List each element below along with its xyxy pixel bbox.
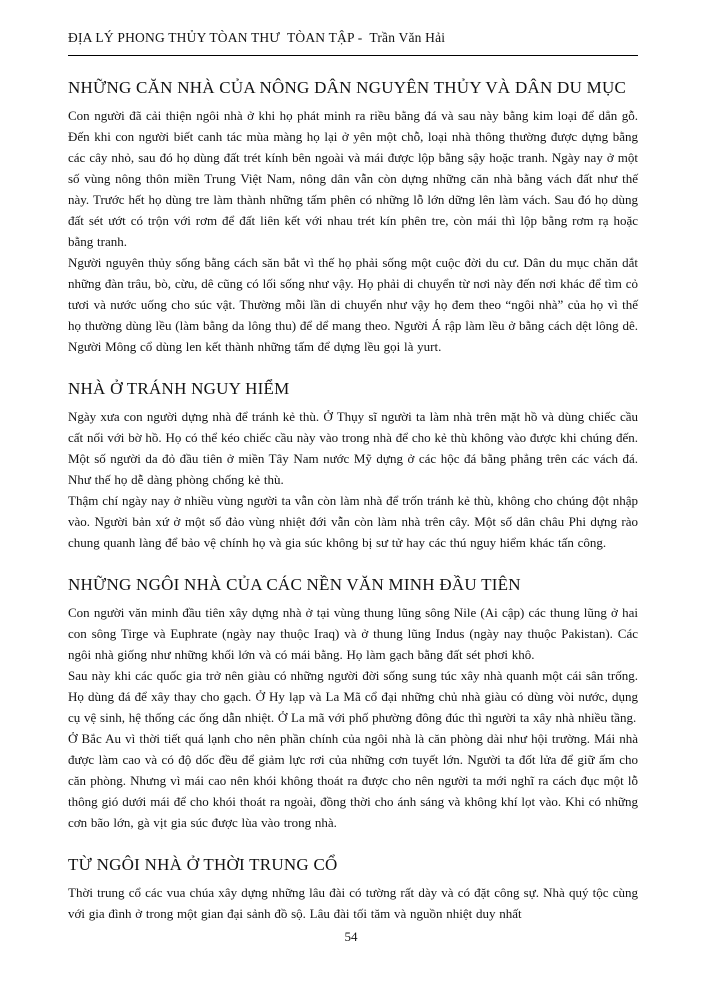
paragraph: Người nguyên thủy sống bằng cách săn bắt vì thế họ phải sống một cuộc đời du cư. Dân du mục chăn dắt những đàn trâu, bò, cừu, dê cũng có lối sống như vậy. Họ phải di chuyển từ nơi này đến nơi khác để tìm cỏ tươi và nước uống cho súc vật. Thường mỗi lần di chuyển như vậy họ đem theo “ngôi nhà” của họ vì thế họ thường dùng lều (làm bằng da lông thu) để dể mang theo. Người Á rập làm lều ở bằng cách dệt lông dê. Người Mông cổ dùng len kết thành những tấm để dựng lều gọi là yurt. <box>68 255 638 354</box>
paragraph: Ở Bắc Au vì thời tiết quá lạnh cho nên phần chính của ngôi nhà là căn phòng dài như hội trường. Mái nhà được làm cao và có độ dốc đều để giảm lực rơi của những cơn tuyết lớn. Người ta đốt lửa để giữ ấm cho căn phòng. Nhưng vì mái cao nên khói không thoát ra được cho nên người ta mới nghĩ ra cách đục một lỗ thông gió dưới mái để cho khói thoát ra ngoài, đồng thời cho ánh sáng và không khí lọt vào. Khi có những cơn bão lớn, gà vịt gia súc được lùa vào trong nhà. <box>68 731 638 830</box>
paragraph: Sau này khi các quốc gia trở nên giàu có những người đời sống sung túc xây nhà quanh một cái sân trống. Họ dùng đá để xây thay cho gạch. Ở Hy lạp và La Mã cổ đại những chủ nhà giàu có dùng vòi nước, dụng cụ vệ sinh, hệ thống các ống dẫn nhiệt. Ở La mã với phố phường đông đúc thì người ta xây nhà nhiều tầng. <box>68 668 638 725</box>
section-heading: NHỮNG NGÔI NHÀ CỦA CÁC NỀN VĂN MINH ĐẦU TIÊN <box>68 575 521 594</box>
page-content <box>68 30 638 924</box>
running-header: ĐỊA LÝ PHONG THỦY TÒAN THƯ TÒAN TẬP - Trần Văn Hải <box>68 30 446 45</box>
section-medieval-houses <box>68 854 638 924</box>
paragraph: Con người đã cải thiện ngôi nhà ở khi họ phát minh ra riều bằng đá và sau này bằng kim loại để dẳn gỗ. Đến khi con người biết canh tác mùa màng họ lại ở yên một chỗ, loại nhà thông thường được dựng bằng các cây nhỏ, sau đó họ dùng đất trét kính bên ngoài và mái được lộp bằng sậy hoặc tranh. Ngày nay ở một số vùng nông thôn miền Trung Việt Nam, nông dân vẫn còn dựng những căn nhà bằng vách đất như thế này. Trước hết họ dùng tre làm thành những tấm phên có những lỗ lớn dững lên làm vách. Sau đó họ dùng đất sét ướt có trộn với rơm để đất liên kết với nhau trét kín phên tre, còn mái thì lộp bằng rơm rạ hoặc bằng tranh. <box>68 108 638 249</box>
paragraph: Thậm chí ngày nay ở nhiều vùng người ta vẫn còn làm nhà để trốn tránh kẻ thù, không cho chúng đột nhập vào. Người bản xứ ở một số đảo vùng nhiệt đới vẫn còn làm nhà trên cây. Một số dân châu Phi dựng rào chung quanh làng để bảo vệ chính họ và gia súc không bị sư tử hay các thú nguy hiểm khác tấn công. <box>68 493 638 550</box>
section-danger-avoidance <box>68 378 638 553</box>
section-primitive-houses <box>68 77 638 357</box>
page-number: 54 <box>344 929 358 944</box>
paragraph: Con người văn minh đầu tiên xây dựng nhà ở tại vùng thung lũng sông Nile (Ai cập) các thung lũng ở hai con sông Tirge và Euphrate (ngày nay thuộc Iraq) và ở thung lũng Indus (ngày nay thuộc Pakistan). Các ngôi nhà giống như những khối lớn và có mái bằng. Họ làm gạch bằng đất sét phơi khô. <box>68 605 638 662</box>
section-heading: NHỮNG CĂN NHÀ CỦA NÔNG DÂN NGUYÊN THỦY VÀ DÂN DU MỤC <box>68 78 627 97</box>
header-divider <box>68 55 638 56</box>
section-heading: TỪ NGÔI NHÀ Ở THỜI TRUNG CỔ <box>68 855 338 874</box>
paragraph: Thời trung cổ các vua chúa xây dựng những lâu đài có tường rất dày và có đặt công sự. Nhà quý tộc cùng với gia đình ở trong một gian đại sảnh đồ sộ. Lâu đài tối tăm và nguồn nhiệt duy nhất <box>68 885 638 921</box>
section-early-civilizations <box>68 574 638 833</box>
section-heading: NHÀ Ở TRÁNH NGUY HIỂM <box>68 379 290 398</box>
paragraph: Ngày xưa con người dựng nhà để tránh kẻ thù. Ở Thụy sĩ người ta làm nhà trên mặt hồ và dùng chiếc cầu cất nối với bờ hồ. Họ có thể kéo chiếc cầu này vào trong nhà để cho kẻ thù không vào được khi chúng đến. Một số người da đỏ đầu tiên ở miền Tây Nam nước Mỹ dựng ở các hộc đá bằng phẳng trên các vách đá. Như thế họ dễ dàng phòng chống kẻ thù. <box>68 409 638 487</box>
